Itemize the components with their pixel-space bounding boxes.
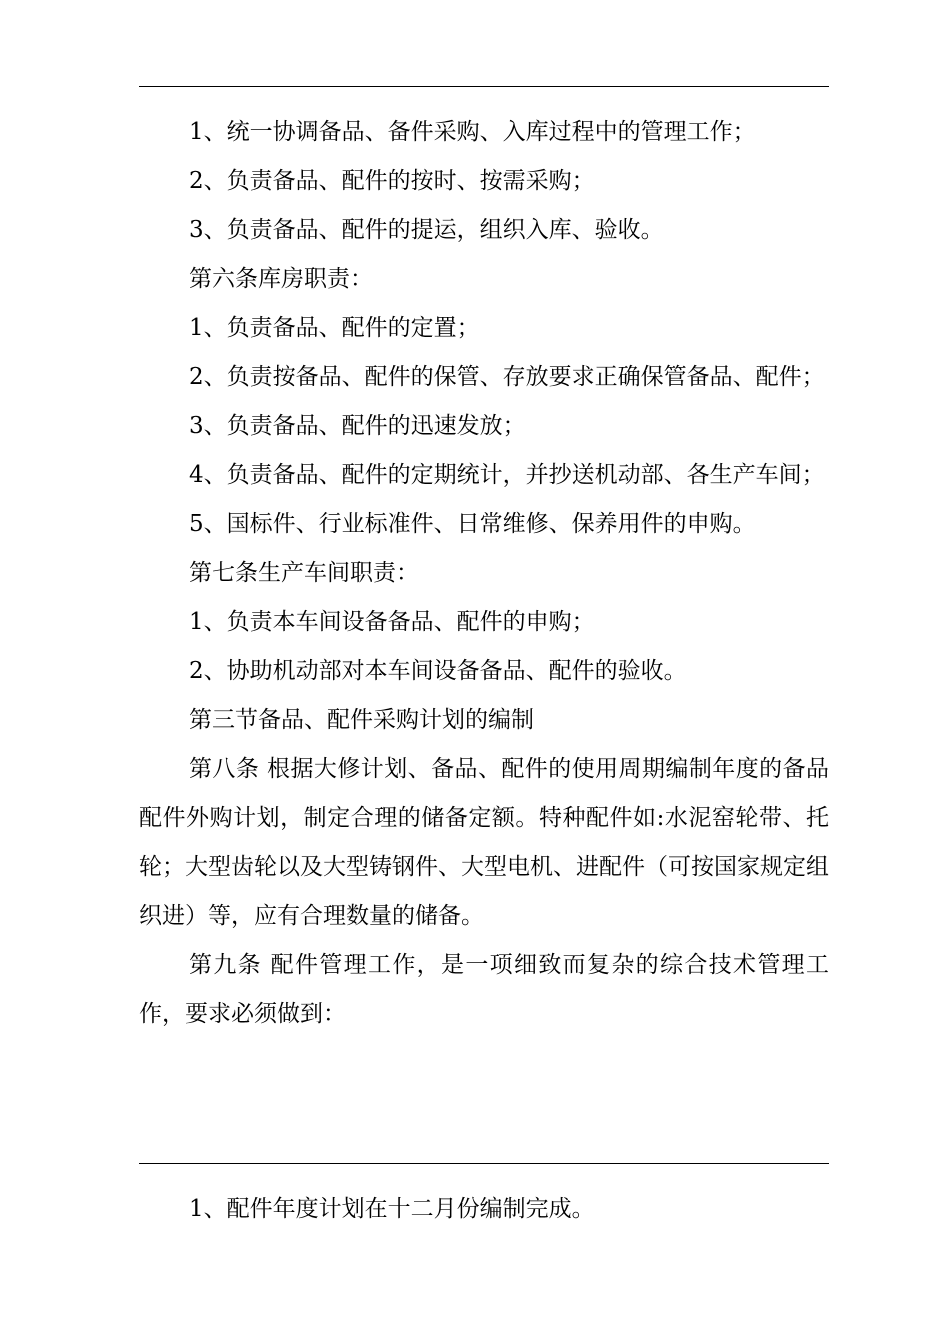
section-3-heading: 第三节备品、配件采购计划的编制 bbox=[189, 707, 534, 733]
paragraph-5: 1、负责备品、配件的定置； bbox=[189, 315, 480, 341]
paragraph-12: 2、协助机动部对本车间设备备品、配件的验收。 bbox=[189, 658, 687, 684]
page-break-rule bbox=[139, 1163, 829, 1164]
article-7-heading: 第七条生产车间职责： bbox=[189, 560, 419, 586]
header-rule bbox=[139, 86, 829, 87]
next-page-paragraph-1: 1、配件年度计划在十二月份编制完成。 bbox=[189, 1196, 595, 1222]
next-page-body bbox=[139, 1185, 829, 1234]
paragraph-7: 3、负责备品、配件的迅速发放； bbox=[189, 413, 526, 439]
paragraph-3: 3、负责备品、配件的提运，组织入库、验收。 bbox=[189, 217, 664, 243]
paragraph-8: 4、负责备品、配件的定期统计，并抄送机动部、各生产车间； bbox=[189, 462, 825, 488]
paragraph-6: 2、负责按备品、配件的保管、存放要求正确保管备品、配件； bbox=[189, 364, 825, 390]
page-body bbox=[139, 108, 829, 1039]
article-6-heading: 第六条库房职责： bbox=[189, 266, 373, 292]
paragraph-9: 5、国标件、行业标准件、日常维修、保养用件的申购。 bbox=[189, 511, 756, 537]
paragraph-1: 1、统一协调备品、备件采购、入库过程中的管理工作； bbox=[189, 119, 756, 145]
paragraph-11: 1、负责本车间设备备品、配件的申购； bbox=[189, 609, 595, 635]
article-9: 第九条 配件管理工作，是一项细致而复杂的综合技术管理工作，要求必须做到： bbox=[139, 952, 829, 1027]
paragraph-2: 2、负责备品、配件的按时、按需采购； bbox=[189, 168, 595, 194]
article-8: 第八条 根据大修计划、备品、配件的使用周期编制年度的备品配件外购计划，制定合理的储备定额。特种配件如:水泥窑轮带、托轮；大型齿轮以及大型铸钢件、大型电机、进配件（可按国家规定组织进）等，应有合理数量的储备。 bbox=[139, 756, 829, 929]
